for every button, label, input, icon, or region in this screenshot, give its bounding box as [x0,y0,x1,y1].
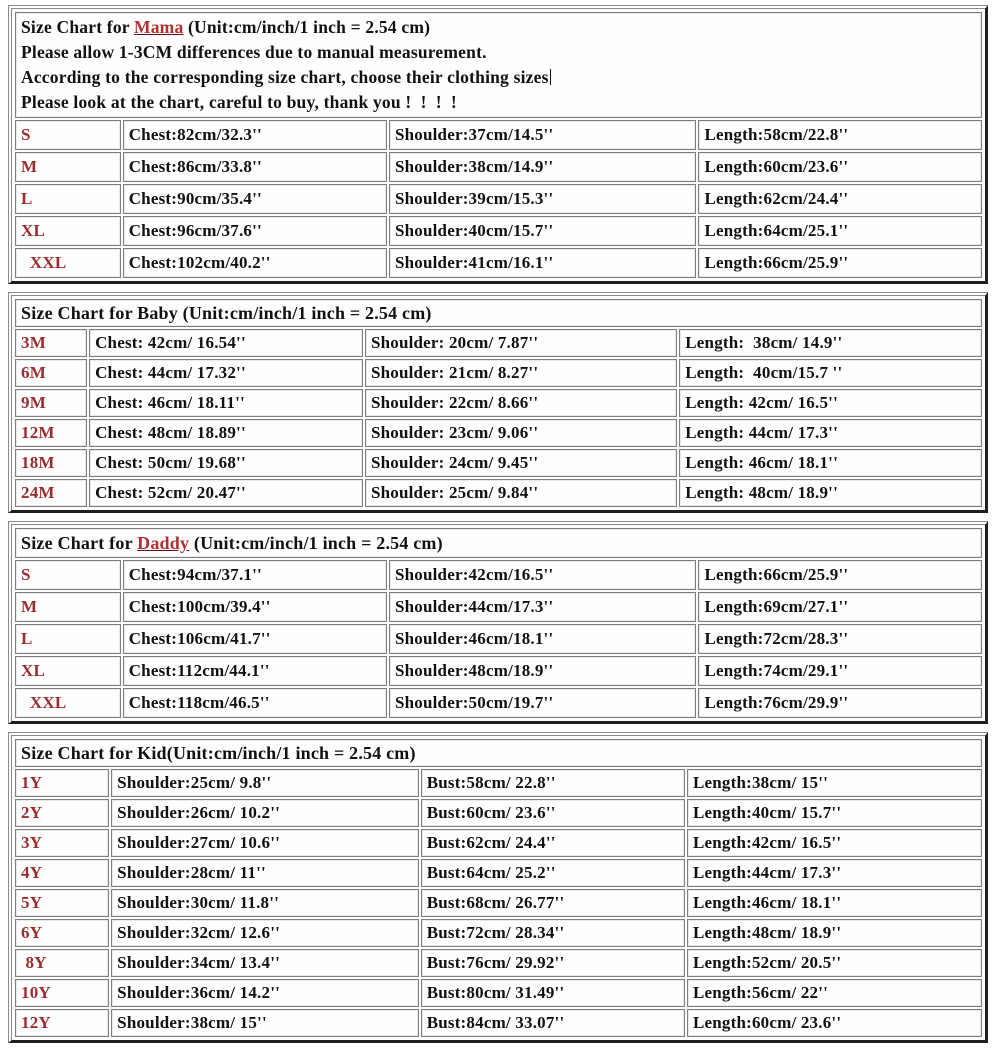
measurement-cell: Length:76cm/29.9'' [698,688,982,718]
measurement-cell: Length: 48cm/ 18.9'' [679,479,982,507]
size-chart-block-mama [8,5,988,284]
measurement-cell: Length:69cm/27.1'' [698,592,982,622]
title-text: Size Chart for Kid(Unit:cm/inch/1 inch = 2.54 cm) [21,742,416,763]
size-label-cell: 3M [15,329,87,357]
measurement-cell: Shoulder: 23cm/ 9.06'' [365,419,677,447]
size-label-cell: M [15,592,121,622]
measurement-cell: Bust:64cm/ 25.2'' [421,859,685,887]
table-row [15,1009,982,1037]
measurement-cell: Shoulder:25cm/ 9.8'' [111,769,419,797]
measurement-cell: Length:62cm/24.4'' [698,184,982,214]
measurement-cell: Length:66cm/25.9'' [698,248,982,278]
size-label-cell: M [15,152,121,182]
block-title-baby [21,303,976,324]
size-label-cell: XXL [15,688,121,718]
size-label-cell: XL [15,216,121,246]
measurement-cell: Shoulder:32cm/ 12.6'' [111,919,419,947]
size-label-cell: 5Y [15,889,109,917]
size-table-baby [13,297,984,509]
measurement-cell: Length: 38cm/ 14.9'' [679,329,982,357]
size-label-cell: 8Y [15,949,109,977]
size-label-cell: 9M [15,389,87,417]
title-text: (Unit:cm/inch/1 inch = 2.54 cm) [183,17,431,37]
note-text: Please allow 1-3CM differences due to manual measurement. [21,42,487,62]
size-table-mama [13,10,984,280]
measurement-cell: Bust:76cm/ 29.92'' [421,949,685,977]
note-text: Please look at the chart, careful to buy, thank you ! ! ! ! [21,92,457,112]
measurement-cell: Shoulder:38cm/14.9'' [389,152,697,182]
table-row [15,949,982,977]
measurement-cell: Chest:96cm/37.6'' [123,216,387,246]
size-label-cell: 12M [15,419,87,447]
table-row [15,769,982,797]
measurement-cell: Bust:72cm/ 28.34'' [421,919,685,947]
measurement-cell: Bust:68cm/ 26.77'' [421,889,685,917]
measurement-cell: Length:56cm/ 22'' [687,979,982,1007]
block-title-daddy [21,533,976,554]
note-line [21,90,976,115]
measurement-cell: Chest:86cm/33.8'' [123,152,387,182]
size-chart-block-baby [8,292,988,513]
size-label-cell: 18M [15,449,87,477]
measurement-cell: Chest:94cm/37.1'' [123,560,387,590]
measurement-cell: Shoulder: 21cm/ 8.27'' [365,359,677,387]
table-row [15,829,982,857]
size-label-cell: 6Y [15,919,109,947]
measurement-cell: Length:66cm/25.9'' [698,560,982,590]
title-text: (Unit:cm/inch/1 inch = 2.54 cm) [189,532,443,553]
table-row [15,359,982,387]
size-label-cell: XL [15,656,121,686]
title-name-highlight: Daddy [137,532,190,553]
block-title-kid [21,743,976,764]
measurement-cell: Shoulder:36cm/ 14.2'' [111,979,419,1007]
size-label-cell: S [15,560,121,590]
measurement-cell: Length:46cm/ 18.1'' [687,889,982,917]
title-name-highlight: Mama [134,17,184,37]
table-row [15,919,982,947]
measurement-cell: Chest: 50cm/ 19.68'' [89,449,363,477]
measurement-cell: Shoulder:48cm/18.9'' [389,656,697,686]
measurement-cell: Length:42cm/ 16.5'' [687,829,982,857]
table-row [15,329,982,357]
size-label-cell: 10Y [15,979,109,1007]
measurement-cell: Length:74cm/29.1'' [698,656,982,686]
table-row [15,859,982,887]
measurement-cell: Chest: 48cm/ 18.89'' [89,419,363,447]
size-label-cell: 3Y [15,829,109,857]
measurement-cell: Length: 40cm/15.7 '' [679,359,982,387]
measurement-cell: Length: 44cm/ 17.3'' [679,419,982,447]
measurement-cell: Chest:100cm/39.4'' [123,592,387,622]
title-text: Size Chart for [21,532,138,553]
table-row [15,479,982,507]
measurement-cell: Length:72cm/28.3'' [698,624,982,654]
note-line [21,65,976,90]
table-row [15,656,982,686]
table-title-row [15,739,982,767]
block-title-mama [21,15,976,40]
measurement-cell: Bust:60cm/ 23.6'' [421,799,685,827]
table-row [15,152,982,182]
measurement-cell: Shoulder:26cm/ 10.2'' [111,799,419,827]
size-chart-page [8,5,988,1043]
measurement-cell: Length:44cm/ 17.3'' [687,859,982,887]
table-row [15,248,982,278]
measurement-cell: Chest:118cm/46.5'' [123,688,387,718]
table-title-row [15,299,982,327]
table-row [15,120,982,150]
measurement-cell: Length: 46cm/ 18.1'' [679,449,982,477]
measurement-cell: Chest:102cm/40.2'' [123,248,387,278]
measurement-cell: Chest:90cm/35.4'' [123,184,387,214]
table-row [15,688,982,718]
measurement-cell: Chest: 52cm/ 20.47'' [89,479,363,507]
measurement-cell: Shoulder:46cm/18.1'' [389,624,697,654]
size-label-cell: 12Y [15,1009,109,1037]
table-row [15,216,982,246]
size-label-cell: 2Y [15,799,109,827]
measurement-cell: Shoulder:44cm/17.3'' [389,592,697,622]
note-text: According to the corresponding size chart, choose their clothing sizes [21,67,549,87]
measurement-cell: Chest: 46cm/ 18.11'' [89,389,363,417]
measurement-cell: Shoulder: 25cm/ 9.84'' [365,479,677,507]
measurement-cell: Length:60cm/23.6'' [698,152,982,182]
measurement-cell: Shoulder:38cm/ 15'' [111,1009,419,1037]
size-chart-block-daddy [8,521,988,724]
size-label-cell: 6M [15,359,87,387]
measurement-cell: Chest: 42cm/ 16.54'' [89,329,363,357]
table-row [15,389,982,417]
table-row [15,624,982,654]
measurement-cell: Shoulder:28cm/ 11'' [111,859,419,887]
size-label-cell: XXL [15,248,121,278]
measurement-cell: Chest:112cm/44.1'' [123,656,387,686]
table-row [15,184,982,214]
table-title-row [15,528,982,558]
measurement-cell: Shoulder:30cm/ 11.8'' [111,889,419,917]
table-title-cell-daddy [15,528,982,558]
table-title-cell-mama [15,12,982,118]
table-title-row [15,12,982,118]
measurement-cell: Shoulder:40cm/15.7'' [389,216,697,246]
table-row [15,592,982,622]
measurement-cell: Shoulder: 20cm/ 7.87'' [365,329,677,357]
size-label-cell: S [15,120,121,150]
measurement-cell: Shoulder:50cm/19.7'' [389,688,697,718]
measurement-cell: Length:58cm/22.8'' [698,120,982,150]
measurement-cell: Length:64cm/25.1'' [698,216,982,246]
size-label-cell: 24M [15,479,87,507]
size-table-kid [13,737,984,1039]
measurement-cell: Shoulder:41cm/16.1'' [389,248,697,278]
measurement-cell: Shoulder:39cm/15.3'' [389,184,697,214]
table-title-cell-baby [15,299,982,327]
measurement-cell: Chest: 44cm/ 17.32'' [89,359,363,387]
measurement-cell: Length:52cm/ 20.5'' [687,949,982,977]
measurement-cell: Bust:84cm/ 33.07'' [421,1009,685,1037]
measurement-cell: Chest:106cm/41.7'' [123,624,387,654]
note-line [21,40,976,65]
table-row [15,889,982,917]
measurement-cell: Length: 42cm/ 16.5'' [679,389,982,417]
title-text: Size Chart for Baby (Unit:cm/inch/1 inch = 2.54 cm) [21,302,432,323]
measurement-cell: Length:38cm/ 15'' [687,769,982,797]
measurement-cell: Shoulder:27cm/ 10.6'' [111,829,419,857]
measurement-cell: Length:48cm/ 18.9'' [687,919,982,947]
text-cursor [550,69,551,85]
measurement-cell: Bust:80cm/ 31.49'' [421,979,685,1007]
table-title-cell-kid [15,739,982,767]
table-row [15,799,982,827]
title-text: Size Chart for [21,17,134,37]
table-row [15,979,982,1007]
size-chart-block-kid [8,732,988,1043]
size-label-cell: 1Y [15,769,109,797]
measurement-cell: Length:60cm/ 23.6'' [687,1009,982,1037]
size-label-cell: 4Y [15,859,109,887]
measurement-cell: Shoulder: 22cm/ 8.66'' [365,389,677,417]
measurement-cell: Length:40cm/ 15.7'' [687,799,982,827]
measurement-cell: Shoulder:42cm/16.5'' [389,560,697,590]
table-row [15,449,982,477]
size-label-cell: L [15,184,121,214]
table-row [15,419,982,447]
measurement-cell: Bust:62cm/ 24.4'' [421,829,685,857]
table-row [15,560,982,590]
size-table-daddy [13,526,984,720]
measurement-cell: Chest:82cm/32.3'' [123,120,387,150]
measurement-cell: Shoulder: 24cm/ 9.45'' [365,449,677,477]
measurement-cell: Shoulder:37cm/14.5'' [389,120,697,150]
size-label-cell: L [15,624,121,654]
measurement-cell: Bust:58cm/ 22.8'' [421,769,685,797]
measurement-cell: Shoulder:34cm/ 13.4'' [111,949,419,977]
